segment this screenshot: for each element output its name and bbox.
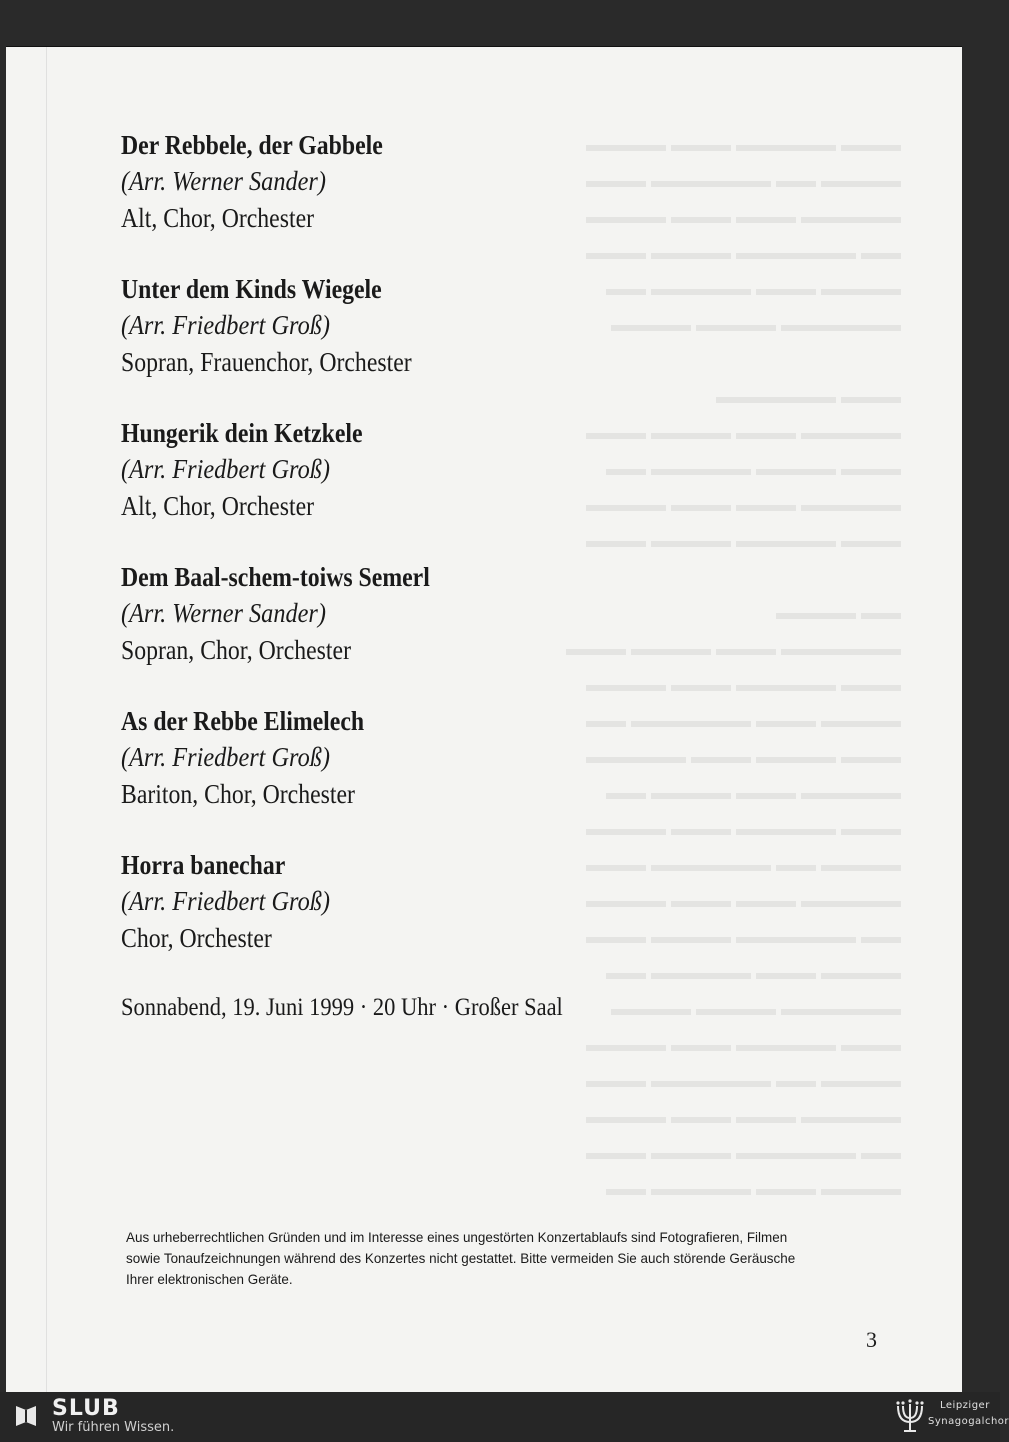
piece-title: As der Rebbe Elimelech xyxy=(121,706,365,736)
piece-title: Hungerik dein Ketzkele xyxy=(121,418,363,448)
piece-voices: Bariton, Chor, Orchester xyxy=(121,779,355,809)
piece-voices: Chor, Orchester xyxy=(121,923,272,953)
choir-name-line1: Leipziger xyxy=(940,1400,990,1411)
document-page xyxy=(6,46,962,1393)
slub-name: SLUB xyxy=(52,1396,120,1421)
footer-bar xyxy=(0,1392,1009,1442)
program-piece xyxy=(121,703,881,813)
slub-book-icon xyxy=(12,1402,40,1430)
copyright-notice: Aus urheberrechtlichen Gründen und im Interesse eines ungestörten Konzertablaufs sind Fotografieren, Filmen sowie Tonaufzeichnungen während des Konzertes nicht gestattet. Bitte vermeiden Sie auch störende Geräusche Ihrer elektronischen Geräte. xyxy=(126,1229,796,1287)
program-piece xyxy=(121,271,881,381)
piece-title: Horra banechar xyxy=(121,850,286,880)
piece-title: Dem Baal-schem-toiws Semerl xyxy=(121,562,430,592)
piece-arrangement: (Arr. Werner Sander) xyxy=(121,598,326,628)
piece-arrangement: (Arr. Friedbert Groß) xyxy=(121,742,331,772)
piece-voices: Sopran, Chor, Orchester xyxy=(121,635,351,665)
piece-arrangement: (Arr. Friedbert Groß) xyxy=(121,310,331,340)
page-number: 3 xyxy=(866,1327,877,1352)
program-list xyxy=(121,127,881,1025)
program-piece xyxy=(121,847,881,957)
show-through-texture: ▬▬▬ ▬▬▬▬▬ ▬▬▬ ▬▬▬▬ ▬▬▬▬ ▬▬ ▬▬▬▬▬▬ ▬▬▬ ▬▬▬▬▬ ▬▬▬ ▬▬▬ ▬▬▬▬ ▬▬ ▬▬▬▬▬▬ ▬▬▬▬ ▬▬▬ ▬▬▬▬ ▬▬▬ ▬▬▬▬▬ ▬▬ ▬▬▬▬▬▬ ▬▬▬▬ ▬▬▬▬ ▬▬▬ ▬▬▬▬▬▬ ▬▬▬▬▬ ▬▬▬ ▬▬▬▬ ▬▬▬ ▬▬▬ ▬▬▬▬ ▬▬▬▬▬ ▬▬ ▬▬▬▬▬ ▬▬▬ ▬▬▬ ▬▬▬▬ ▬▬▬ ▬▬▬▬▬ ▬▬▬▬ ▬▬▬ ▬▬ ▬▬▬▬ ▬▬▬▬▬▬ ▬▬▬ ▬▬▬▬ ▬▬▬ ▬▬▬ ▬▬▬▬▬ ▬▬▬ ▬▬▬▬ ▬▬▬▬ ▬▬▬ ▬▬▬▬▬▬ ▬▬ ▬▬▬ ▬▬▬▬ ▬▬▬ ▬▬▬▬▬ ▬▬▬▬▬ ▬▬▬ ▬▬▬▬ ▬▬ ▬▬▬ ▬▬▬▬▬ ▬▬▬ ▬▬▬▬ ▬▬▬▬ ▬▬ ▬▬▬▬▬▬ ▬▬▬ ▬▬▬▬▬ ▬▬▬ ▬▬▬ ▬▬▬▬ ▬▬ ▬▬▬▬▬▬ ▬▬▬▬ ▬▬▬ ▬▬▬▬ ▬▬▬ ▬▬▬▬▬ ▬▬ ▬▬▬▬▬▬ ▬▬▬▬ ▬▬▬▬ ▬▬▬ ▬▬▬▬▬ ▬▬▬ ▬▬▬▬ ▬▬▬▬ ▬▬ ▬▬▬▬▬▬ ▬▬▬ ▬▬▬▬▬ ▬▬▬ ▬▬▬ ▬▬▬▬ ▬▬ ▬▬▬▬▬▬ ▬▬▬▬ ▬▬▬ ▬▬▬▬ ▬▬▬ ▬▬▬▬▬ ▬▬ xyxy=(566,134,901,1200)
program-piece xyxy=(121,415,881,525)
piece-title: Unter dem Kinds Wiegele xyxy=(121,274,382,304)
piece-arrangement: (Arr. Werner Sander) xyxy=(121,166,326,196)
piece-arrangement: (Arr. Friedbert Groß) xyxy=(121,886,331,916)
concert-date-info: Sonnabend, 19. Juni 1999 · 20 Uhr · Großer Saal xyxy=(121,994,563,1021)
piece-arrangement: (Arr. Friedbert Groß) xyxy=(121,454,331,484)
page-fold xyxy=(46,47,47,1393)
choir-name-line2: Synagogalchor xyxy=(928,1416,1009,1427)
piece-voices: Alt, Chor, Orchester xyxy=(121,203,315,233)
slub-tagline: Wir führen Wissen. xyxy=(52,1420,175,1435)
program-piece xyxy=(121,127,881,237)
piece-voices: Alt, Chor, Orchester xyxy=(121,491,315,521)
piece-voices: Sopran, Frauenchor, Orchester xyxy=(121,347,412,377)
menorah-icon xyxy=(894,1398,926,1436)
program-piece xyxy=(121,559,881,669)
piece-title: Der Rebbele, der Gabbele xyxy=(121,130,383,160)
